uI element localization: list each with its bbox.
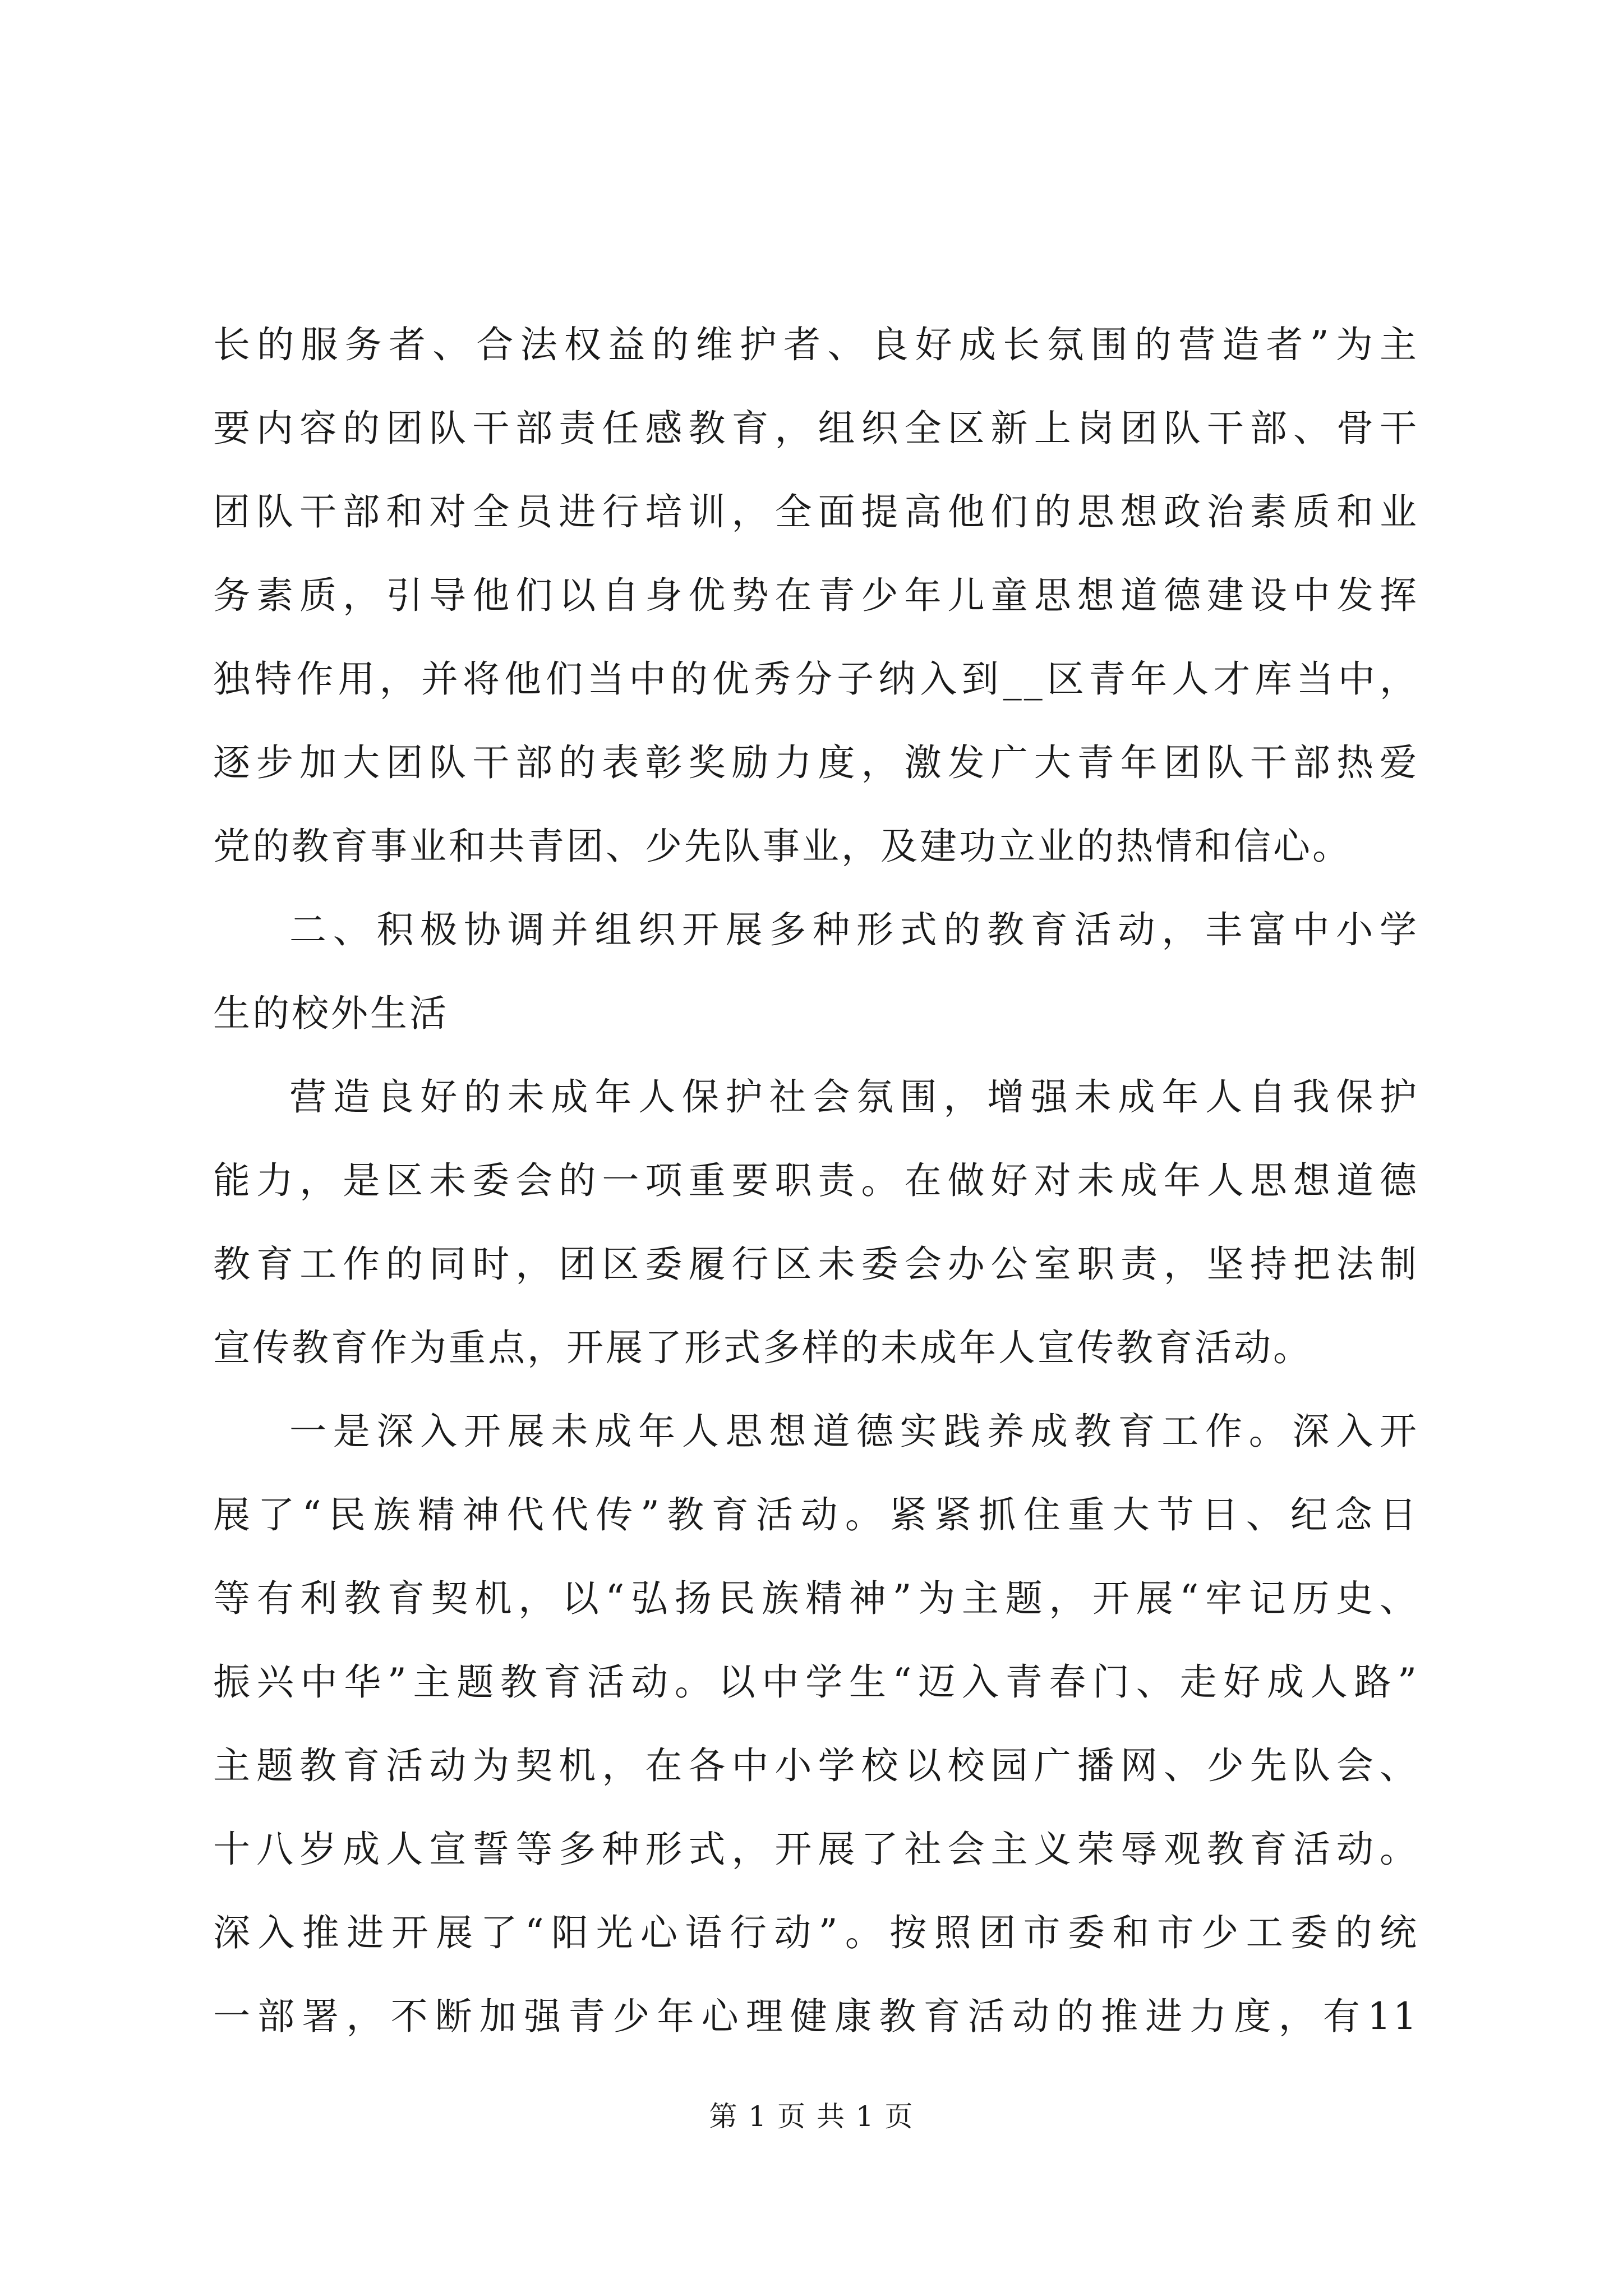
paragraph-line: 十八岁成人宣誓等多种形式，开展了社会主义荣辱观教育活动。 <box>213 1828 1419 1871</box>
paragraph-line: 宣传教育作为重点，开展了形式多样的未成年人宣传教育活动。 <box>213 1326 1312 1369</box>
paragraph-line: 要内容的团队干部责任感教育，组织全区新上岗团队干部、骨干 <box>213 407 1419 450</box>
paragraph-line: 深入推进开展了“阳光心语行动”。按照团市委和市少工委的统 <box>213 1911 1419 1954</box>
paragraph-line: 长的服务者、合法权益的维护者、良好成长氛围的营造者”为主 <box>213 323 1419 366</box>
paragraph-line: 独特作用，并将他们当中的优秀分子纳入到__区青年人才库当中， <box>213 657 1419 701</box>
paragraph-line: 振兴中华”主题教育活动。以中学生“迈入青春门、走好成人路” <box>213 1660 1419 1704</box>
paragraph-line: 党的教育事业和共青团、少先队事业，及建功立业的热情和信心。 <box>213 825 1352 868</box>
paragraph-line: 团队干部和对全员进行培训，全面提高他们的思想政治素质和业 <box>213 490 1419 533</box>
paragraph-line: 能力，是区未委会的一项重要职责。在做好对未成年人思想道德 <box>213 1159 1419 1202</box>
paragraph-line: 营造良好的未成年人保护社会氛围，增强未成年人自我保护 <box>289 1075 1419 1119</box>
paragraph-line: 逐步加大团队干部的表彰奖励力度，激发广大青年团队干部热爱 <box>213 741 1419 784</box>
paragraph-line: 教育工作的同时，团区委履行区未委会办公室职责，坚持把法制 <box>213 1243 1419 1286</box>
section-heading-line: 生的校外生活 <box>213 992 449 1035</box>
paragraph-line: 等有利教育契机，以“弘扬民族精神”为主题，开展“牢记历史、 <box>213 1577 1419 1620</box>
paragraph-line: 一部署，不断加强青少年心理健康教育活动的推进力度，有11 <box>213 1995 1419 2038</box>
paragraph-line: 展了“民族精神代代传”教育活动。紧紧抓住重大节日、纪念日 <box>213 1493 1419 1536</box>
paragraph-line: 务素质，引导他们以自身优势在青少年儿童思想道德建设中发挥 <box>213 574 1419 617</box>
paragraph-line: 主题教育活动为契机，在各中小学校以校园广播网、少先队会、 <box>213 1744 1419 1787</box>
document-body <box>213 303 1419 2058</box>
section-heading-line: 二、积极协调并组织开展多种形式的教育活动，丰富中小学 <box>289 908 1419 951</box>
page-number-footer: 第 1 页 共 1 页 <box>709 2100 914 2133</box>
paragraph-line: 一是深入开展未成年人思想道德实践养成教育工作。深入开 <box>289 1410 1419 1453</box>
